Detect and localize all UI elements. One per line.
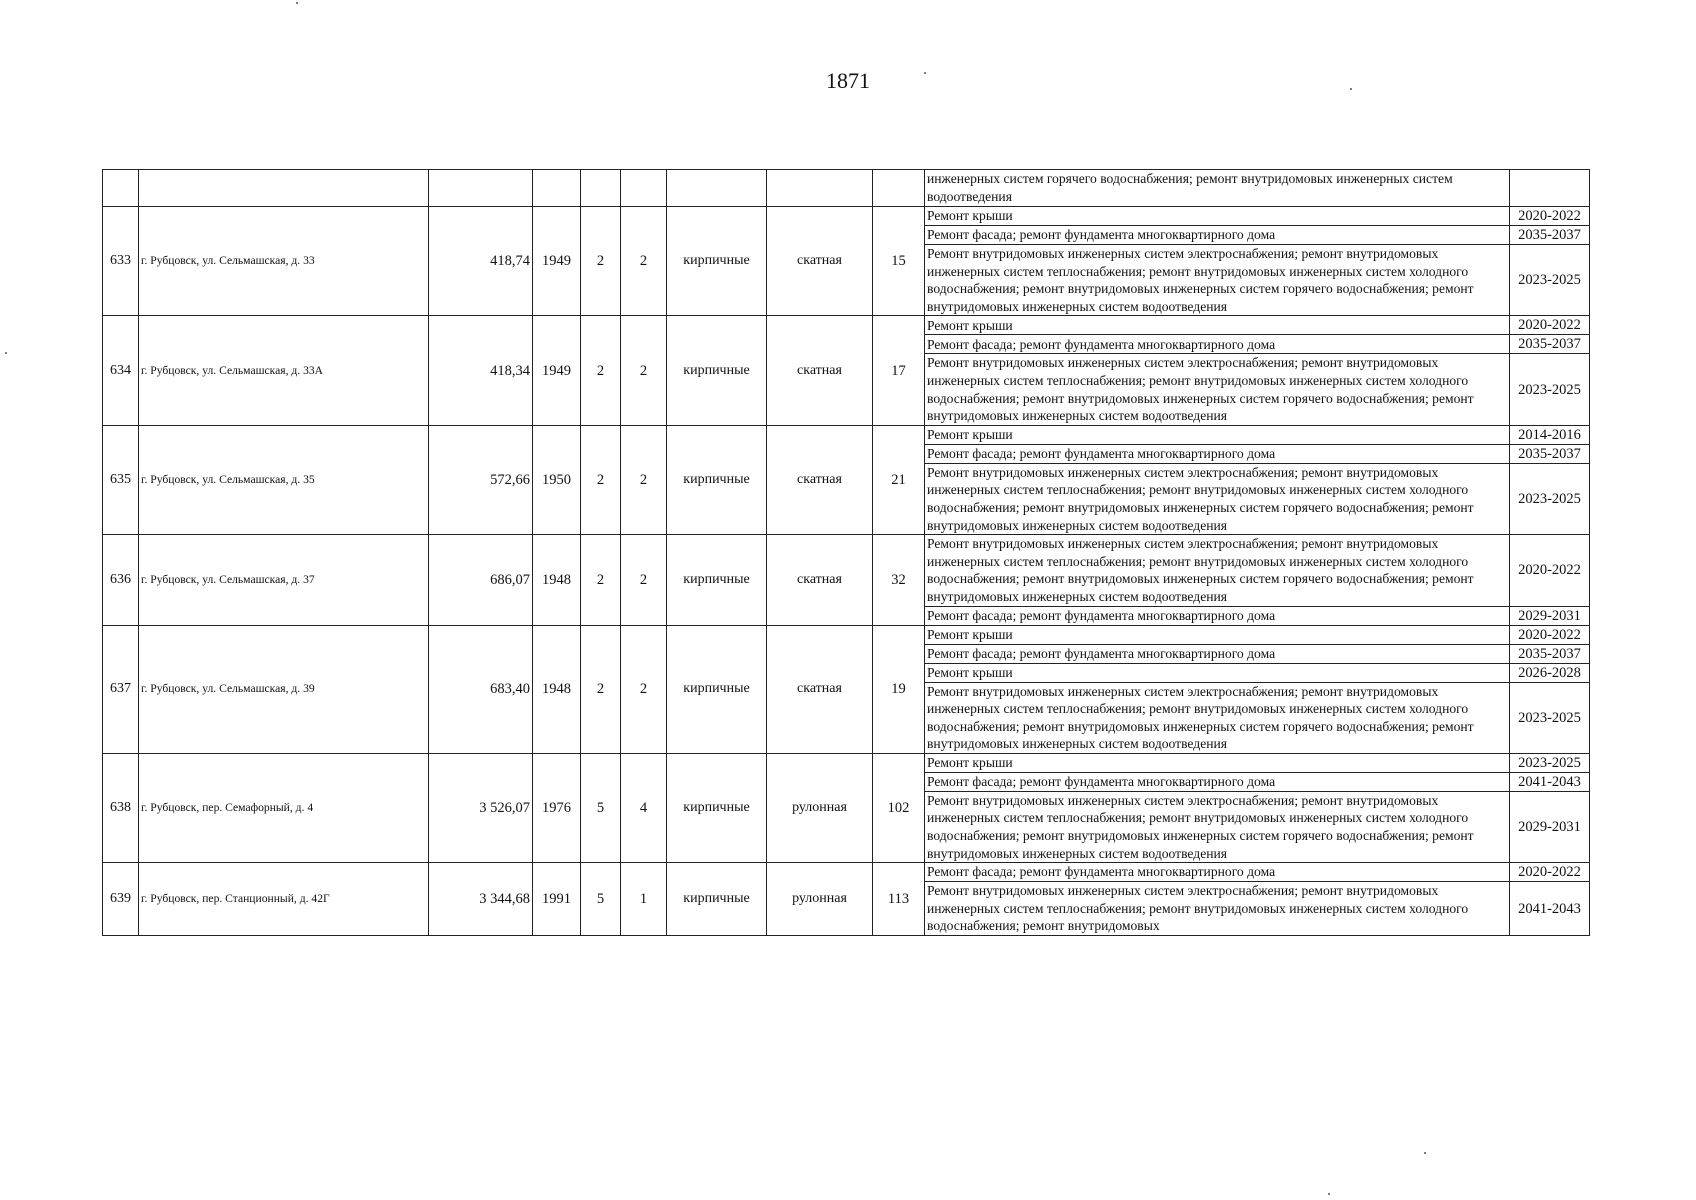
house-address: г. Рубцовск, ул. Сельмашская, д. 33 — [139, 207, 429, 316]
roof-type: скатная — [767, 535, 873, 625]
house-address: г. Рубцовск, ул. Сельмашская, д. 39 — [139, 625, 429, 753]
total-area: 418,34 — [429, 316, 533, 425]
year-built: 1976 — [533, 753, 581, 862]
work-description: Ремонт фасада; ремонт фундамента многоквартирного дома — [925, 772, 1510, 791]
work-description: Ремонт внутридомовых инженерных систем электроснабжения; ремонт внутридомовых инженерных систем теплоснабжения; ремонт внутридомовых инженерных систем холодного водоснабжения; ремонт внутридомовых инженерных систем горячего водоснабжения; ремонт внутридомовых инженерных систем водоотведения — [925, 682, 1510, 753]
work-period: 2020-2022 — [1510, 207, 1590, 226]
empty-cell — [139, 170, 429, 207]
residents-count: 102 — [873, 753, 925, 862]
record-number: 634 — [103, 316, 139, 425]
scan-speck — [1350, 88, 1352, 90]
total-area: 3 344,68 — [429, 863, 533, 936]
empty-cell — [873, 170, 925, 207]
entrances-count: 2 — [621, 316, 667, 425]
floors-count: 5 — [581, 863, 621, 936]
work-description: Ремонт внутридомовых инженерных систем электроснабжения; ремонт внутридомовых инженерных систем теплоснабжения; ремонт внутридомовых инженерных систем холодного водоснабжения; ремонт внутридомовых инженерных систем горячего водоснабжения; ремонт внутридомовых инженерных систем водоотведения — [925, 245, 1510, 316]
work-description: Ремонт крыши — [925, 663, 1510, 682]
table-row — [103, 207, 1590, 226]
work-period: 2023-2025 — [1510, 354, 1590, 425]
wall-material: кирпичные — [667, 863, 767, 936]
entrances-count: 2 — [621, 535, 667, 625]
table-row — [103, 625, 1590, 644]
work-description: Ремонт внутридомовых инженерных систем электроснабжения; ремонт внутридомовых инженерных систем теплоснабжения; ремонт внутридомовых инженерных систем холодного водоснабжения; ремонт внутридомовых инженерных систем горячего водоснабжения; ремонт внутридомовых инженерных систем водоотведения — [925, 535, 1510, 606]
work-period: 2041-2043 — [1510, 882, 1590, 936]
table-body — [103, 170, 1590, 936]
house-address: г. Рубцовск, ул. Сельмашская, д. 37 — [139, 535, 429, 625]
entrances-count: 1 — [621, 863, 667, 936]
total-area: 683,40 — [429, 625, 533, 753]
work-description: Ремонт крыши — [925, 425, 1510, 444]
continuation-row — [103, 170, 1590, 207]
residents-count: 113 — [873, 863, 925, 936]
wall-material: кирпичные — [667, 207, 767, 316]
work-period: 2029-2031 — [1510, 791, 1590, 862]
total-area: 418,74 — [429, 207, 533, 316]
work-description: Ремонт фасада; ремонт фундамента многоквартирного дома — [925, 335, 1510, 354]
work-period: 2023-2025 — [1510, 245, 1590, 316]
work-description: Ремонт внутридомовых инженерных систем электроснабжения; ремонт внутридомовых инженерных систем теплоснабжения; ремонт внутридомовых инженерных систем холодного водоснабжения; ремонт внутридомовых инженерных систем горячего водоснабжения; ремонт внутридомовых инженерных систем водоотведения — [925, 791, 1510, 862]
entrances-count: 2 — [621, 207, 667, 316]
work-description: Ремонт крыши — [925, 316, 1510, 335]
record-number: 636 — [103, 535, 139, 625]
work-period: 2020-2022 — [1510, 316, 1590, 335]
house-address: г. Рубцовск, пер. Станционный, д. 42Г — [139, 863, 429, 936]
residents-count: 15 — [873, 207, 925, 316]
work-period: 2035-2037 — [1510, 335, 1590, 354]
empty-cell — [533, 170, 581, 207]
house-address: г. Рубцовск, ул. Сельмашская, д. 33А — [139, 316, 429, 425]
work-period: 2023-2025 — [1510, 682, 1590, 753]
house-address: г. Рубцовск, пер. Семафорный, д. 4 — [139, 753, 429, 862]
roof-type: скатная — [767, 625, 873, 753]
work-period — [1510, 170, 1590, 207]
year-built: 1949 — [533, 316, 581, 425]
work-period: 2026-2028 — [1510, 663, 1590, 682]
floors-count: 2 — [581, 207, 621, 316]
scan-speck — [296, 2, 298, 4]
residents-count: 32 — [873, 535, 925, 625]
work-period: 2020-2022 — [1510, 625, 1590, 644]
entrances-count: 2 — [621, 425, 667, 534]
work-period: 2041-2043 — [1510, 772, 1590, 791]
work-description: Ремонт фасада; ремонт фундамента многоквартирного дома — [925, 644, 1510, 663]
wall-material: кирпичные — [667, 425, 767, 534]
wall-material: кирпичные — [667, 753, 767, 862]
record-number: 633 — [103, 207, 139, 316]
housing-register-table — [102, 169, 1590, 936]
empty-cell — [103, 170, 139, 207]
roof-type: рулонная — [767, 753, 873, 862]
work-description: Ремонт внутридомовых инженерных систем электроснабжения; ремонт внутридомовых инженерных систем теплоснабжения; ремонт внутридомовых инженерных систем холодного водоснабжения; ремонт внутридомовых инженерных систем горячего водоснабжения; ремонт внутридомовых инженерных систем водоотведения — [925, 463, 1510, 534]
total-area: 686,07 — [429, 535, 533, 625]
work-description: Ремонт крыши — [925, 625, 1510, 644]
scan-speck — [1328, 1193, 1330, 1195]
work-description: Ремонт крыши — [925, 753, 1510, 772]
table-row — [103, 753, 1590, 772]
work-description: Ремонт фасада; ремонт фундамента многоквартирного дома — [925, 444, 1510, 463]
year-built: 1948 — [533, 625, 581, 753]
scan-speck — [5, 352, 7, 354]
year-built: 1948 — [533, 535, 581, 625]
record-number: 637 — [103, 625, 139, 753]
total-area: 572,66 — [429, 425, 533, 534]
scan-speck — [1424, 1152, 1426, 1154]
entrances-count: 4 — [621, 753, 667, 862]
roof-type: скатная — [767, 425, 873, 534]
work-description: Ремонт внутридомовых инженерных систем электроснабжения; ремонт внутридомовых инженерных систем теплоснабжения; ремонт внутридомовых инженерных систем холодного водоснабжения; ремонт внутридомовых инженерных систем горячего водоснабжения; ремонт внутридомовых инженерных систем водоотведения — [925, 354, 1510, 425]
record-number: 639 — [103, 863, 139, 936]
roof-type: рулонная — [767, 863, 873, 936]
wall-material: кирпичные — [667, 316, 767, 425]
work-description: Ремонт фасада; ремонт фундамента многоквартирного дома — [925, 606, 1510, 625]
house-address: г. Рубцовск, ул. Сельмашская, д. 35 — [139, 425, 429, 534]
work-period: 2035-2037 — [1510, 644, 1590, 663]
entrances-count: 2 — [621, 625, 667, 753]
year-built: 1991 — [533, 863, 581, 936]
table-row — [103, 863, 1590, 882]
work-period: 2023-2025 — [1510, 753, 1590, 772]
work-description: Ремонт фасада; ремонт фундамента многоквартирного дома — [925, 226, 1510, 245]
page-number: 1871 — [826, 68, 870, 93]
floors-count: 2 — [581, 535, 621, 625]
work-period: 2014-2016 — [1510, 425, 1590, 444]
work-period: 2020-2022 — [1510, 535, 1590, 606]
floors-count: 2 — [581, 316, 621, 425]
work-period: 2020-2022 — [1510, 863, 1590, 882]
work-description: Ремонт крыши — [925, 207, 1510, 226]
work-period: 2035-2037 — [1510, 226, 1590, 245]
floors-count: 2 — [581, 625, 621, 753]
total-area: 3 526,07 — [429, 753, 533, 862]
work-description: инженерных систем горячего водоснабжения; ремонт внутридомовых инженерных систем водоотведения — [925, 170, 1510, 207]
empty-cell — [621, 170, 667, 207]
floors-count: 2 — [581, 425, 621, 534]
roof-type: скатная — [767, 316, 873, 425]
roof-type: скатная — [767, 207, 873, 316]
table-row — [103, 535, 1590, 606]
residents-count: 17 — [873, 316, 925, 425]
residents-count: 19 — [873, 625, 925, 753]
work-period: 2029-2031 — [1510, 606, 1590, 625]
empty-cell — [667, 170, 767, 207]
work-period: 2023-2025 — [1510, 463, 1590, 534]
year-built: 1950 — [533, 425, 581, 534]
floors-count: 5 — [581, 753, 621, 862]
work-description: Ремонт фасада; ремонт фундамента многоквартирного дома — [925, 863, 1510, 882]
empty-cell — [767, 170, 873, 207]
table-row — [103, 316, 1590, 335]
work-period: 2035-2037 — [1510, 444, 1590, 463]
empty-cell — [581, 170, 621, 207]
table-row — [103, 425, 1590, 444]
record-number: 638 — [103, 753, 139, 862]
record-number: 635 — [103, 425, 139, 534]
wall-material: кирпичные — [667, 625, 767, 753]
work-description: Ремонт внутридомовых инженерных систем электроснабжения; ремонт внутридомовых инженерных систем теплоснабжения; ремонт внутридомовых инженерных систем холодного водоснабжения; ремонт внутридомовых — [925, 882, 1510, 936]
wall-material: кирпичные — [667, 535, 767, 625]
scan-speck — [924, 72, 926, 74]
year-built: 1949 — [533, 207, 581, 316]
residents-count: 21 — [873, 425, 925, 534]
empty-cell — [429, 170, 533, 207]
